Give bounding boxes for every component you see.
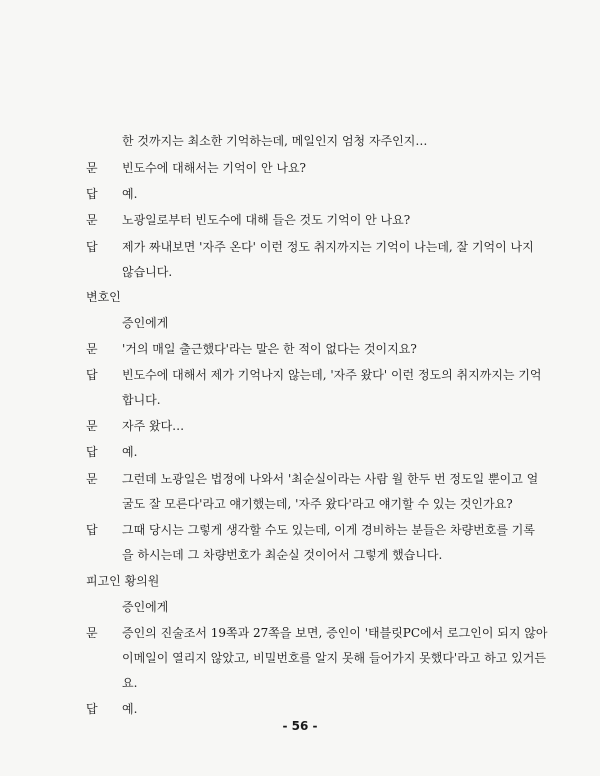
transcript-line: 합니다. — [122, 393, 161, 407]
speaker-marker: 문 — [86, 161, 98, 175]
transcript-line: 그때 당시는 그렇게 생각할 수도 있는데, 이게 경비하는 분들은 차량번호를 기록 — [122, 523, 535, 537]
transcript-line: 빈도수에 대해서는 기억이 안 나요? — [122, 161, 306, 175]
transcript-line: 예. — [122, 445, 138, 459]
speaker-marker: 문 — [86, 626, 98, 640]
transcript-line: 굴도 잘 모른다'라고 얘기했는데, '자주 왔다'라고 얘기할 수 있는 것인가요? — [122, 497, 513, 511]
speaker-marker: 피고인 황의원 — [86, 574, 160, 588]
transcript-line: 증인에게 — [122, 600, 169, 614]
transcript-line: 증인에게 — [122, 316, 169, 330]
transcript-line: 요. — [122, 676, 138, 690]
speaker-marker: 답 — [86, 445, 98, 459]
transcript-line: 한 것까지는 최소한 기억하는데, 메일인지 엄청 자주인지… — [122, 134, 428, 148]
speaker-marker: 문 — [86, 213, 98, 227]
transcript-line: 자주 왔다… — [122, 419, 185, 433]
transcript-line: 그런데 노광일은 법정에 나와서 '최순실이라는 사람 월 한두 번 정도일 뿐이고 얼 — [122, 472, 539, 486]
speaker-marker: 답 — [86, 702, 98, 716]
transcript-line: 증인의 진술조서 19쪽과 27쪽을 보면, 증인이 '태블릿PC에서 로그인이 되지 않아 — [122, 626, 548, 640]
speaker-marker: 변호인 — [86, 290, 121, 304]
page-number: - 56 - — [282, 719, 318, 733]
transcript-line: 않습니다. — [122, 265, 173, 279]
speaker-marker: 답 — [86, 240, 98, 254]
transcript-line: 이메일이 열리지 않았고, 비밀번호를 알지 못해 들어가지 못했다'라고 하고 있거든 — [122, 651, 546, 665]
speaker-marker: 문 — [86, 472, 98, 486]
speaker-marker: 문 — [86, 342, 98, 356]
speaker-marker: 문 — [86, 419, 98, 433]
transcript-line: '거의 매일 출근했다'라는 말은 한 적이 없다는 것이지요? — [122, 342, 417, 356]
speaker-marker: 답 — [86, 187, 98, 201]
transcript-line: 빈도수에 대해서 제가 기억나지 않는데, '자주 왔다' 이런 정도의 취지까지는 기억 — [122, 368, 542, 382]
transcript-line: 예. — [122, 187, 138, 201]
transcript-line: 예. — [122, 702, 138, 716]
speaker-marker: 답 — [86, 523, 98, 537]
transcript-line: 제가 짜내보면 '자주 온다' 이런 정도 취지까지는 기억이 나는데, 잘 기억이 나지 — [122, 240, 534, 254]
speaker-marker: 답 — [86, 368, 98, 382]
transcript-line: 노광일로부터 빈도수에 대해 들은 것도 기억이 안 나요? — [122, 213, 411, 227]
transcript-line: 을 하시는데 그 차량번호가 최순실 것이어서 그렇게 했습니다. — [122, 548, 443, 562]
